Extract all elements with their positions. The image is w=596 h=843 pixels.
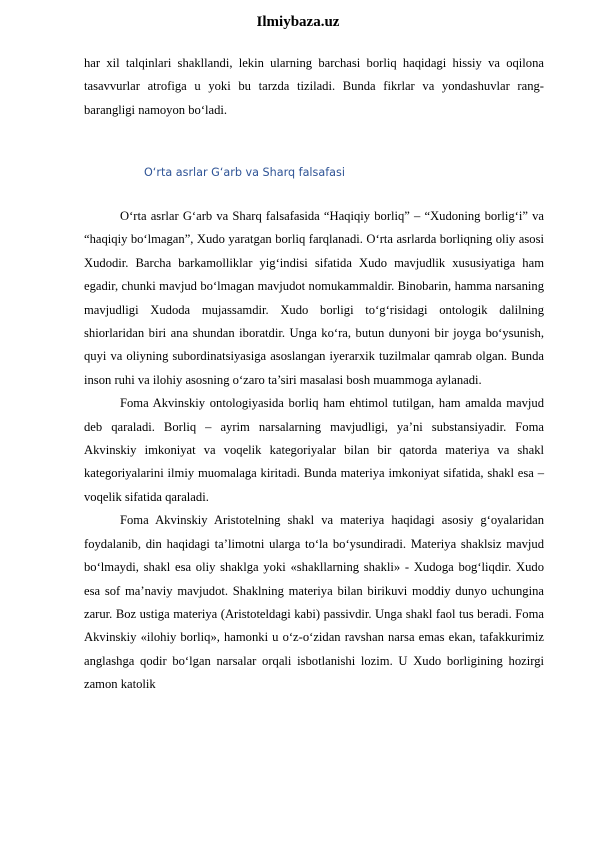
body-paragraph: Foma Akvinskiy ontologiyasida borliq ham ehtimol tutilgan, ham amalda mavjud deb qaraladi. Borliq – ayrim narsalarning mavjudligi, ya’ni substansiyadir. Foma Akvinskiy imkoniyat va voqelik kategoriyalar bilan bir qatorda materiya va shakl kategoriyalarini ilmiy muomalaga kiritadi. Bunda materiya imkoniyat sifatida, shakl esa – voqelik sifatida qaraladi. (84, 396, 544, 504)
intro-paragraph: har xil talqinlari shakllandi, lekin ularning barchasi borliq haqidagi hissiy va oqilona tasavvurlar atrofiga u yoki bu tarzda tiziladi. Bunda fikrlar va yondashuvlar rang-barangligi namoyon bo‘ladi. (84, 56, 544, 117)
body-paragraph: O‘rta asrlar G‘arb va Sharq falsafasida “Haqiqiy borliq” – “Xudoning borlig‘i” va “haqiqiy bo‘lmagan”, Xudo yaratgan borliq farqlanadi. O‘rta asrlarda borliqning oliy asosi Xudodir. Barcha barkamolliklar yig‘indisi sifatida Xudo mavjudlik xususiyatiga ham egadir, chunki mavjud bo‘lmagan mavjudot nomukammaldir. Binobarin, hamma narsaning mavjudligi Xudoda mujassamdir. Xudo borligi to‘g‘risidagi ontologik dalilning shiorlaridan biri ana shundan iboratdir. Unga ko‘ra, butun dunyoni bir joyga bo‘ysunish, quyi va oliyning subordinatsiyasiga asoslangan iyerarxik tuzilmalar qamrab olgan. Bunda inson ruhi va ilohiy asosning o‘zaro ta’siri masalasi bosh muammoga aylanadi. (84, 209, 544, 387)
site-header: Ilmiybaza.uz (256, 14, 340, 30)
body-paragraph: Foma Akvinskiy Aristotelning shakl va materiya haqidagi asosiy g‘oyalaridan foydalanib, din haqidagi ta’limotni ularga to‘la bo‘ysundiradi. Materiya shaklsiz mavjud bo‘lmaydi, shakl esa oliy shaklga yoki «shakllarning shakli» - Xudoga bog‘liqdir. Xudo esa sof ma’naviy mavjudot. Shaklning materiya bilan birikuvi moddiy dunyo uchungina zarur. Boz ustiga materiya (Aristoteldagi kabi) passivdir. Unga shakl faol tus beradi. Foma Akvinskiy «ilohiy borliq», hamonki u o‘z-o‘zidan ravshan narsa emas ekan, tafakkurimiz anglashga qodir bo‘lgan narsalar orqali isbotlanishi lozim. U Xudo borligining hozirgi zamon katolik (84, 513, 544, 692)
section-heading: O‘rta asrlar G‘arb va Sharq falsafasi (144, 166, 345, 179)
section-body (84, 205, 544, 697)
